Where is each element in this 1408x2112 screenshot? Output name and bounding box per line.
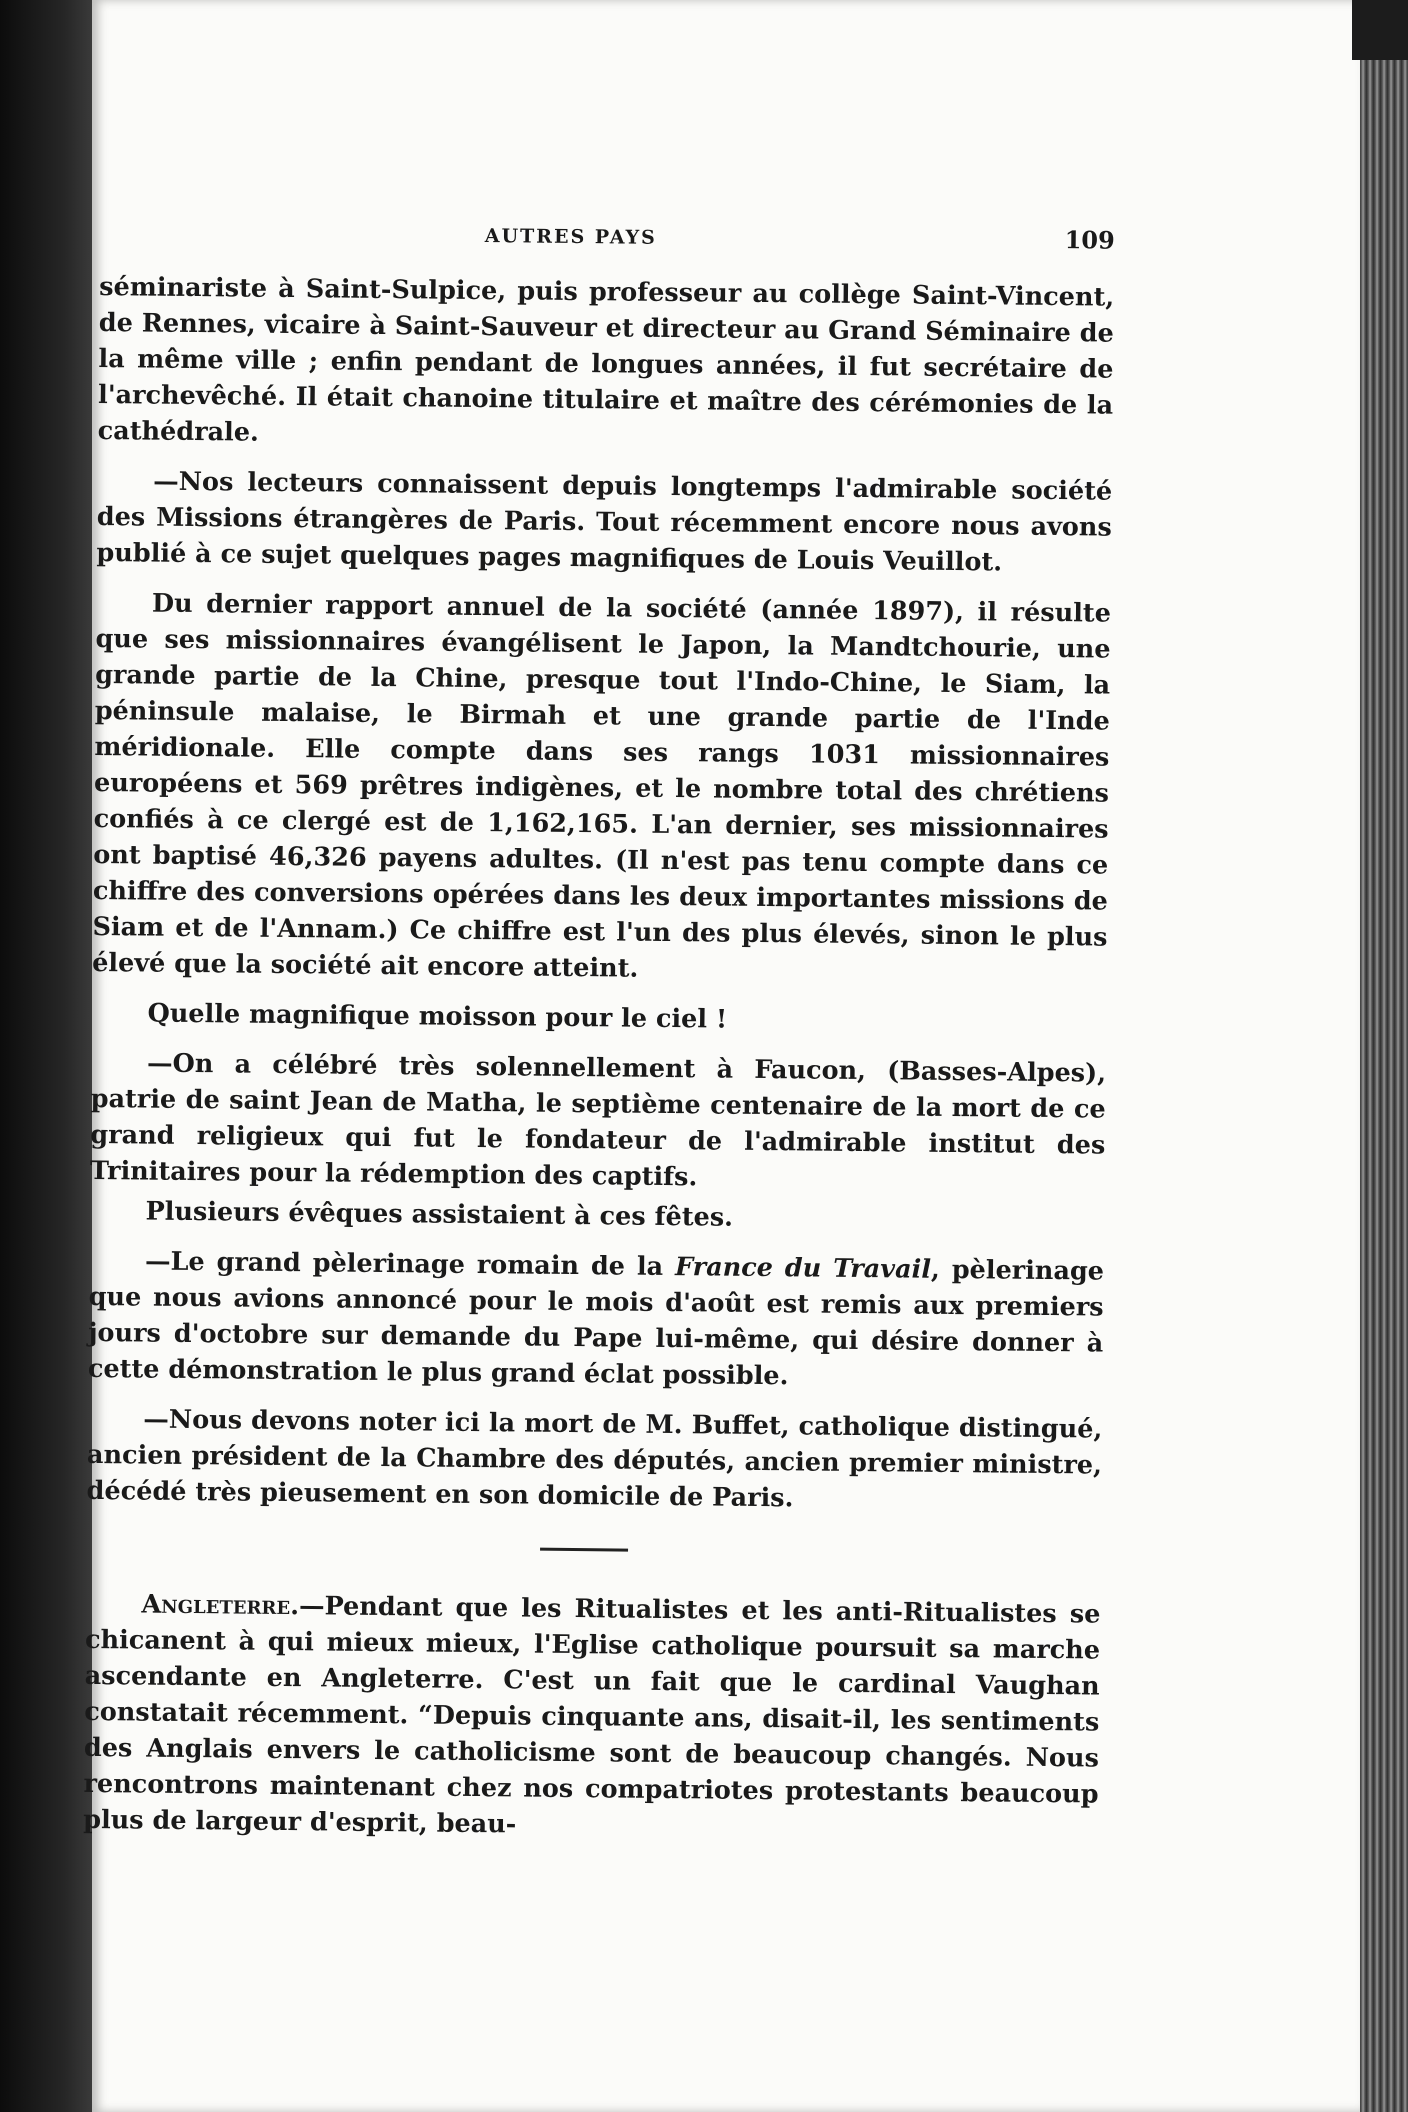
pelerinage-text-before: —Le grand pèlerinage romain de la xyxy=(144,1246,676,1283)
paragraph-rapport-annuel: Du dernier rapport annuel de la société (année 1897), il résulte que ses missionnaires évangélisent le Japon, la Mandtchourie, une grande partie de la Chine, presque tout l'Indo-Chine, le Siam, la péninsule malaise, le Birmah et une grande partie de l'Inde méridionale. Elle compte dans ses rangs 1031 missionnaires européens et 569 prêtres indigènes, et le nombre total des chrétiens confiés à ce clergé est de 1,162,165. L'an dernier, ses missionnaires ont baptisé 46,326 payens adultes. (Il n'est pas tenu compte dans ce chiffre des conversions opérées dans les deux importantes missions de Siam et de l'Annam.) Ce chiffre est l'un des plus élevés, sinon le plus élevé que la société ait encore atteint. xyxy=(92,588,1112,984)
angleterre-text: —Pendant que les Ritualistes et les anti-Ritualistes se chicanent à qui mieux mieux, l'Eglise catholique poursuit sa marche ascendante en Angleterre. C'est un fait que le cardinal Vaughan constatait récemment. “Depuis cinquante ans, disait-il, les sentiments des Anglais envers le catholicisme sont de beaucoup changés. Nous rencontrons maintenant chez nos compatriotes protestants beaucoup plus de largeur d'esprit, beau- xyxy=(83,1591,1101,1840)
paragraph-buffet: —Nous devons noter ici la mort de M. Buffet, catholique distingué, ancien président de la Chambre des députés, ancien premier ministre, décédé très pieusement en son domicile de Paris. xyxy=(86,1404,1103,1514)
pelerinage-title-italic: France du Travail xyxy=(674,1252,932,1285)
paragraph-pelerinage xyxy=(88,1243,1104,1398)
section-lead-angleterre: Angleterre. xyxy=(141,1589,300,1622)
running-head: AUTRES PAYS xyxy=(484,225,657,249)
page-content xyxy=(83,215,1115,1863)
section-divider xyxy=(540,1548,628,1552)
paragraph-angleterre xyxy=(83,1586,1101,1849)
paragraph-missions-etrangeres: —Nos lecteurs connaissent depuis longtemps l'admirable société des Missions étrangères de Paris. Tout récemment encore nous avons publié à ce sujet quelques pages magnifiques de Louis Veuillot. xyxy=(96,466,1113,578)
paragraph-seminariste: séminariste à Saint-Sulpice, puis professeur au collège Saint-Vincent, de Rennes, vicaire à Saint-Sauveur et directeur au Grand Séminaire de la même ville ; enfin pendant de longues années, il fut secrétaire de l'archevêché. Il était chanoine titulaire et maître des cérémonies de la cathédrale. xyxy=(97,271,1115,448)
scan-shadow-left xyxy=(0,0,92,2112)
book-page-edges xyxy=(1360,0,1408,2112)
paragraph-moisson: Quelle magnifique moisson pour le ciel ! xyxy=(147,998,728,1035)
page-header xyxy=(100,215,1115,272)
paragraph-faucon: —On a célébré très solennellement à Faucon, (Basses-Alpes), patrie de saint Jean de Matha, le septième centenaire de la mort de ce grand religieux qui fut le fondateur de l'admirable institut des Trinitaires pour la rédemption des captifs. xyxy=(89,1048,1107,1193)
page-number: 109 xyxy=(1064,225,1115,255)
pelerinage-text-after: , pèlerinage que nous avions annoncé pour le mois d'août est remis aux premiers jours d'octobre sur demande du Pape lui-même, qui désire donner à cette démonstration le plus grand éclat possible. xyxy=(87,1254,1105,1392)
paragraph-eveques: Plusieurs évêques assistaient à ces fêtes. xyxy=(145,1196,734,1233)
